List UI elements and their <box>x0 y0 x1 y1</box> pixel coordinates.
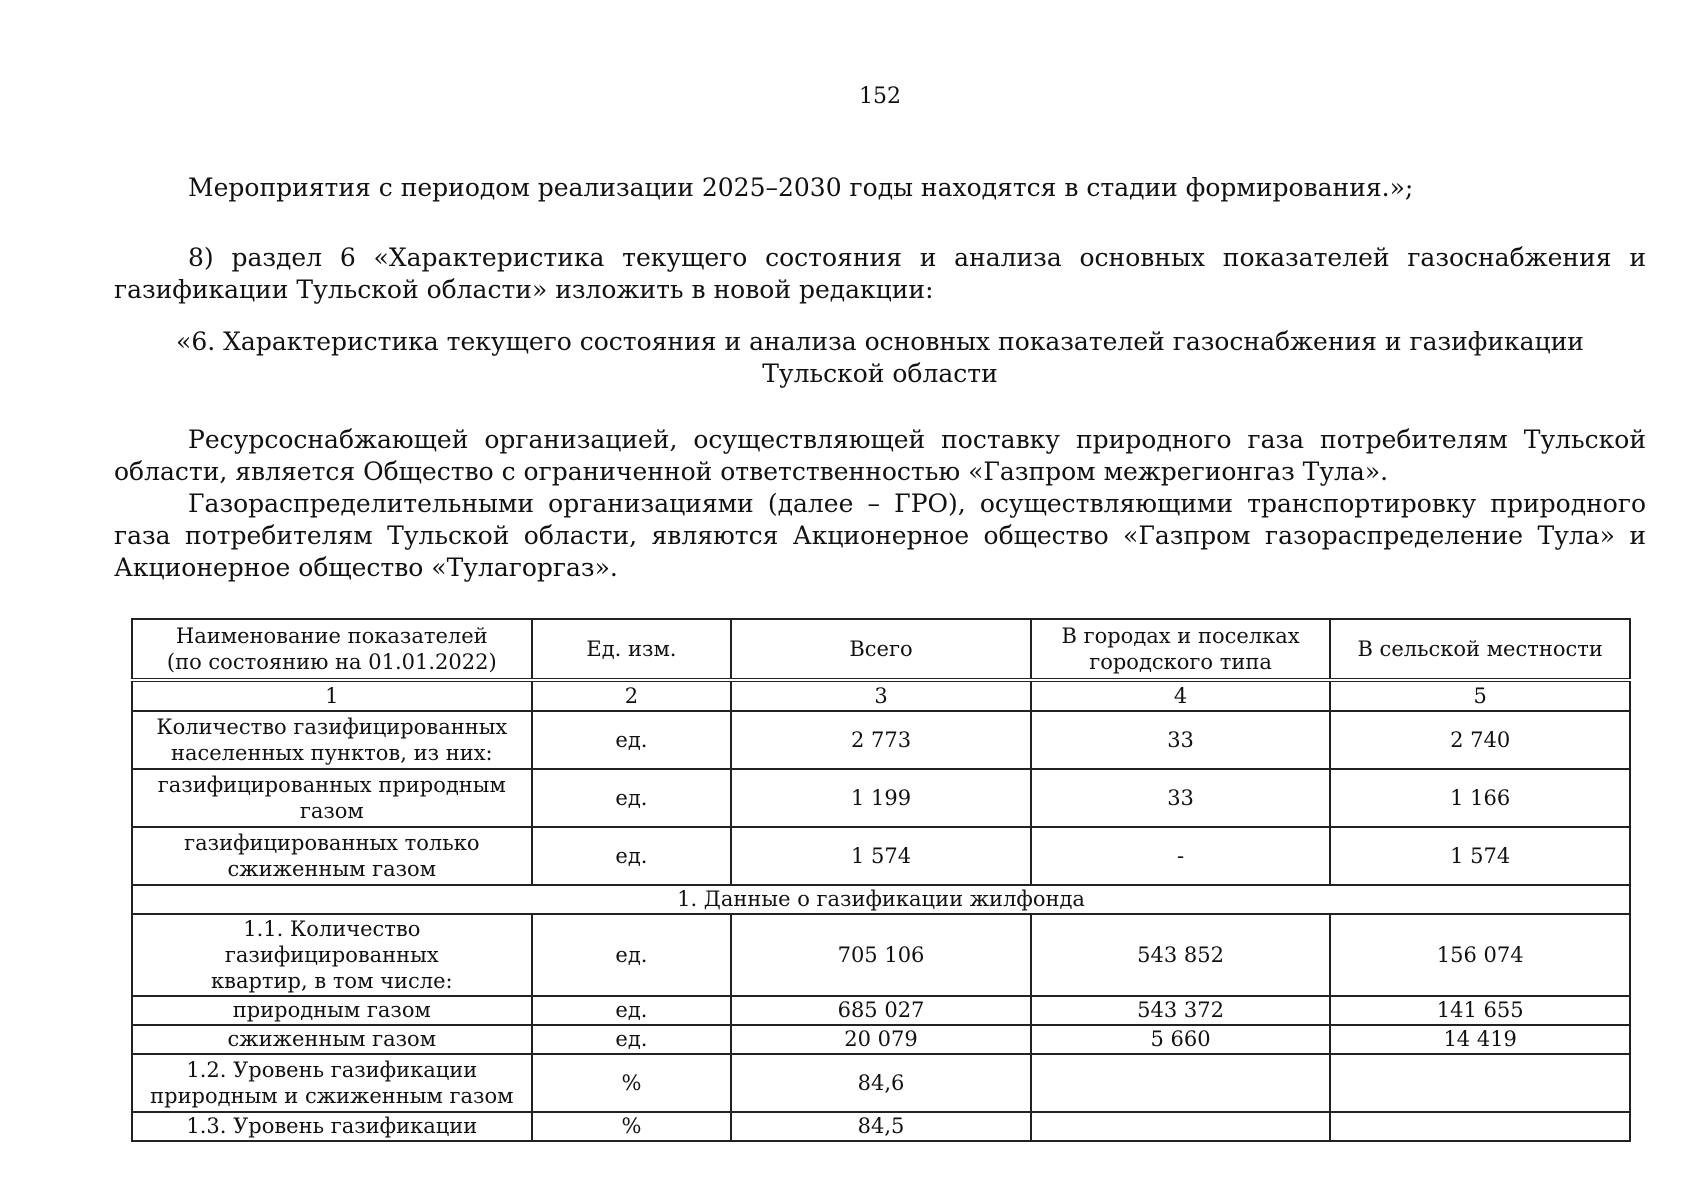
table-header-row <box>132 619 1630 680</box>
row-rural <box>1330 1112 1630 1141</box>
header-urban <box>1031 619 1331 680</box>
row-total: 1 574 <box>731 827 1030 885</box>
row-unit: ед. <box>532 1025 732 1054</box>
gasification-table <box>131 618 1631 1142</box>
row-unit: ед. <box>532 914 732 996</box>
header-urban-line1: В городах и поселках <box>1061 624 1300 648</box>
header-unit: Ед. изм. <box>532 619 732 680</box>
row-name-line1: 1.1. Количество газифицированных <box>224 917 439 967</box>
row-rural: 156 074 <box>1330 914 1630 996</box>
row-name <box>132 769 532 827</box>
row-name-line2: населенных пунктов, из них: <box>170 741 493 765</box>
row-total: 84,6 <box>731 1054 1030 1112</box>
column-number: 2 <box>532 680 732 711</box>
row-rural: 14 419 <box>1330 1025 1630 1054</box>
row-unit: ед. <box>532 827 732 885</box>
table-section-row <box>132 885 1630 914</box>
row-name <box>132 711 532 769</box>
paragraph-gas-distribution-orgs: Газораспределительными организациями (далее – ГРО), осуществляющими транспортировку природного газа потребителям Тульской области, являются Акционерное общество «Газпром газораспределение Тула» и Акционерное общество «Тулагоргаз». <box>114 489 1646 582</box>
page-number: 152 <box>859 84 901 109</box>
row-rural <box>1330 1054 1630 1112</box>
column-number: 1 <box>132 680 532 711</box>
row-name <box>132 1054 532 1112</box>
row-total: 2 773 <box>731 711 1030 769</box>
row-name: 1.3. Уровень газификации <box>132 1112 532 1141</box>
row-urban: 543 372 <box>1031 996 1331 1025</box>
header-indicator-name-line2: (по состоянию на 01.01.2022) <box>166 650 497 674</box>
row-rural: 2 740 <box>1330 711 1630 769</box>
row-urban: 543 852 <box>1031 914 1331 996</box>
table-row <box>132 769 1630 827</box>
row-unit: ед. <box>532 711 732 769</box>
row-name-line1: 1.2. Уровень газификации <box>186 1058 478 1082</box>
table-row <box>132 996 1630 1025</box>
row-name: природным газом <box>132 996 532 1025</box>
row-name-line2: природным и сжиженным газом <box>150 1084 514 1108</box>
header-indicator-name <box>132 619 532 680</box>
row-urban: 33 <box>1031 769 1331 827</box>
row-name-line2: газом <box>299 799 364 823</box>
column-number: 5 <box>1330 680 1630 711</box>
table-row <box>132 827 1630 885</box>
row-rural: 1 574 <box>1330 827 1630 885</box>
table-column-numbers-row <box>132 680 1630 711</box>
row-rural: 1 166 <box>1330 769 1630 827</box>
row-total: 84,5 <box>731 1112 1030 1141</box>
row-unit: % <box>532 1112 732 1141</box>
row-urban <box>1031 1112 1331 1141</box>
row-name-line1: Количество газифицированных <box>156 715 508 739</box>
row-urban: 5 660 <box>1031 1025 1331 1054</box>
section-6-heading <box>114 326 1646 390</box>
row-urban: 33 <box>1031 711 1331 769</box>
row-name-line1: газифицированных только <box>184 831 480 855</box>
row-name <box>132 914 532 996</box>
table-row <box>132 1025 1630 1054</box>
row-name <box>132 827 532 885</box>
column-number: 3 <box>731 680 1030 711</box>
row-unit: ед. <box>532 769 732 827</box>
section-title: 1. Данные о газификации жилфонда <box>132 885 1630 914</box>
section-6-heading-line1: «6. Характеристика текущего состояния и анализа основных показателей газоснабжения и газификации <box>176 327 1584 356</box>
header-total: Всего <box>731 619 1030 680</box>
row-name: сжиженным газом <box>132 1025 532 1054</box>
header-urban-line2: городского типа <box>1089 650 1272 674</box>
row-rural: 141 655 <box>1330 996 1630 1025</box>
row-unit: ед. <box>532 996 732 1025</box>
paragraph-resource-supplier: Ресурсоснабжающей организацией, осуществляющей поставку природного газа потребителям Тульской области, является Общество с ограниченной ответственностью «Газпром межрегионгаз Тула». <box>114 425 1646 486</box>
column-number: 4 <box>1031 680 1331 711</box>
table-row <box>132 914 1630 996</box>
header-rural: В сельской местности <box>1330 619 1630 680</box>
table-row <box>132 711 1630 769</box>
table-row <box>132 1054 1630 1112</box>
row-total: 1 199 <box>731 769 1030 827</box>
row-name-line2: квартир, в том числе: <box>211 969 453 993</box>
paragraph-activities-period: Мероприятия с периодом реализации 2025–2030 годы находятся в стадии формирования.»; <box>188 173 1414 202</box>
row-total: 20 079 <box>731 1025 1030 1054</box>
row-urban: - <box>1031 827 1331 885</box>
row-name-line1: газифицированных природным <box>157 773 506 797</box>
row-unit: % <box>532 1054 732 1112</box>
row-urban <box>1031 1054 1331 1112</box>
table-row <box>132 1112 1630 1141</box>
header-indicator-name-line1: Наименование показателей <box>175 624 488 648</box>
paragraph-section-6-amendment: 8) раздел 6 «Характеристика текущего состояния и анализа основных показателей газоснабжения и газификации Тульской области» изложить в новой редакции: <box>114 243 1646 304</box>
row-name-line2: сжиженным газом <box>227 857 437 881</box>
row-total: 705 106 <box>731 914 1030 996</box>
section-6-heading-line2: Тульской области <box>762 359 998 388</box>
row-total: 685 027 <box>731 996 1030 1025</box>
